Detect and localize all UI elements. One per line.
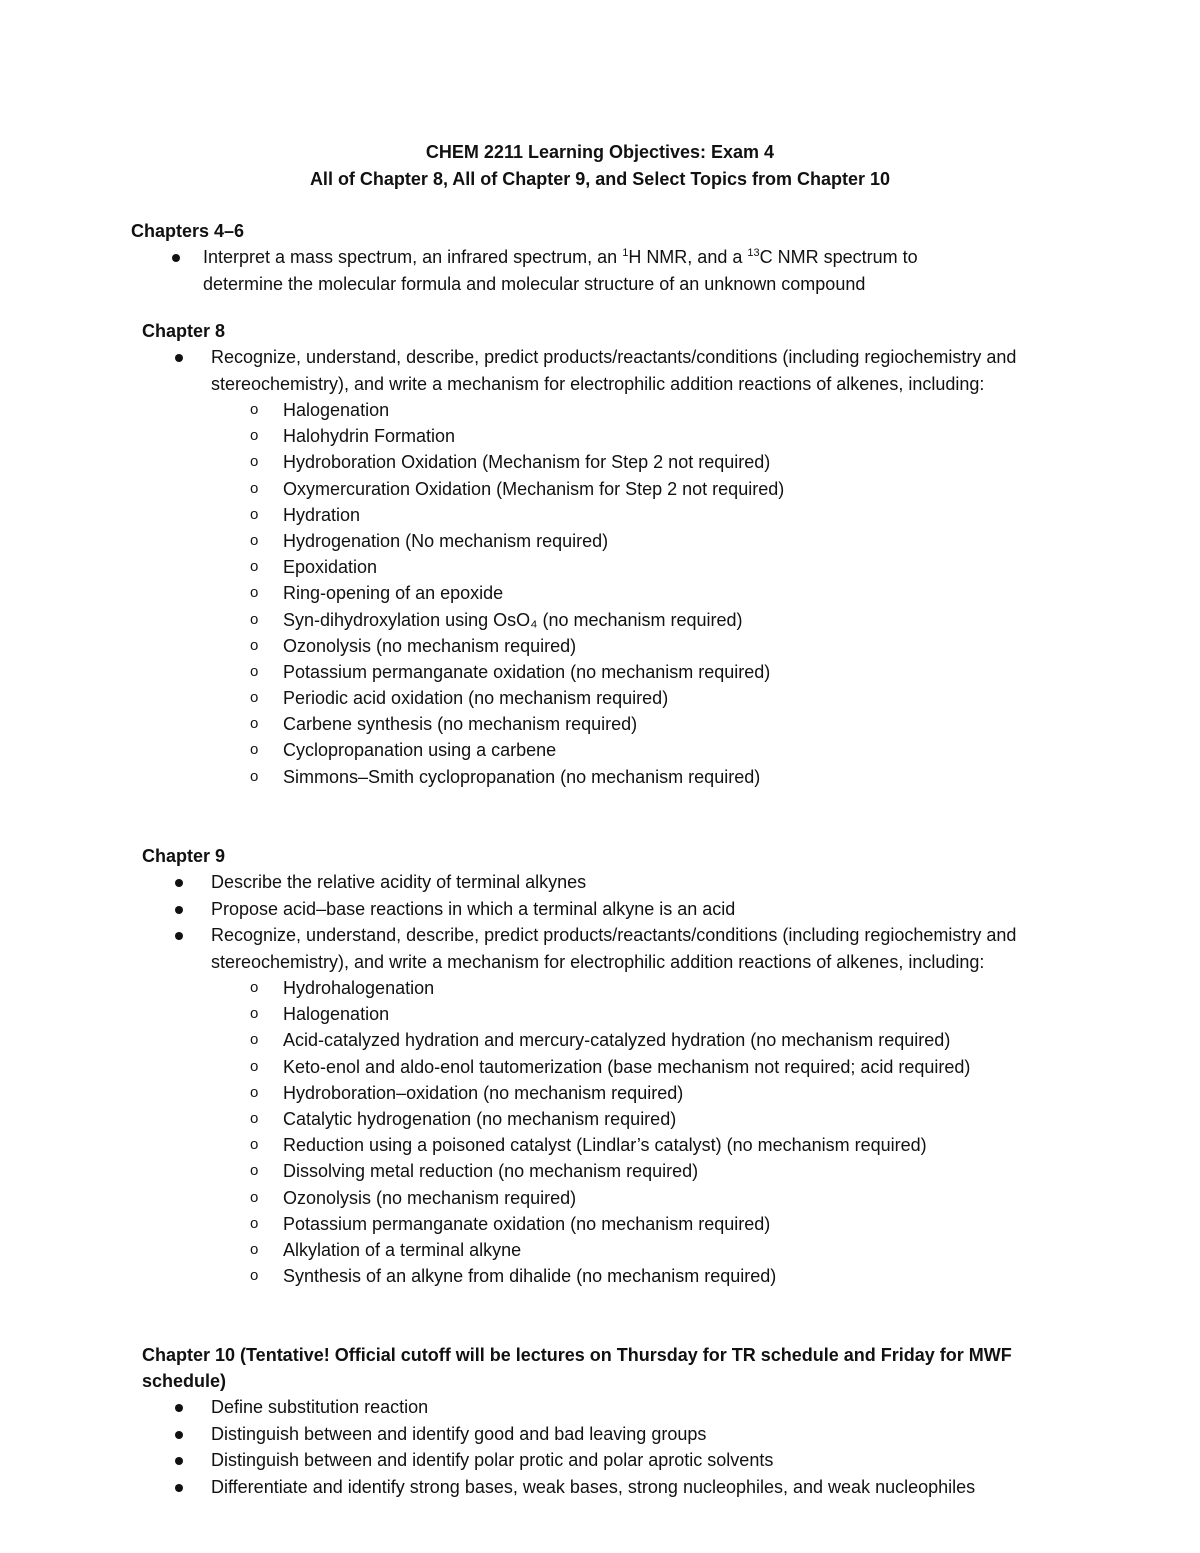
sub-list-item (0, 1237, 1200, 1263)
sub-bullet-icon: o (250, 1240, 259, 1258)
section-chapter-10 (0, 1342, 1200, 1500)
sub-list-item (0, 1158, 1200, 1184)
section-chapter-9 (0, 843, 1200, 1289)
bullet-icon (175, 1484, 183, 1492)
sub-list-item (0, 423, 1200, 449)
sub-bullet-icon: o (250, 531, 259, 549)
bullet-text: Recognize, understand, describe, predict products/reactants/conditions (including regiochemistry and stereochemistry), and write a mechanism for electrophilic addition reactions of alkenes, including: (211, 347, 1017, 394)
bullet-text: Recognize, understand, describe, predict products/reactants/conditions (including regiochemistry and stereochemistry), and write a mechanism for electrophilic addition reactions of alkenes, including: (211, 925, 1017, 972)
sub-bullet-icon: o (250, 1188, 259, 1206)
sub-list-item (0, 476, 1200, 502)
sub-list-item (0, 1106, 1200, 1132)
bullet-list (0, 244, 1200, 297)
bullet-icon (175, 879, 183, 887)
document-title: CHEM 2211 Learning Objectives: Exam 4 (425, 142, 775, 162)
sub-bullet-icon: o (250, 662, 259, 680)
sub-item-text: Carbene synthesis (no mechanism required) (283, 714, 638, 735)
section-chapter-8 (0, 318, 1200, 790)
bullet-icon (175, 354, 183, 362)
sub-bullet-icon: o (250, 1005, 259, 1023)
bullet-text: Differentiate and identify strong bases, weak bases, strong nucleophiles, and weak nucleophiles (211, 1476, 976, 1497)
bullet-list (0, 869, 1200, 975)
sub-item-text: Ozonolysis (no mechanism required) (283, 1187, 577, 1208)
list-item (0, 896, 1061, 923)
sub-bullet-icon: o (250, 741, 259, 759)
bullet-icon (175, 932, 183, 940)
sub-item-text: Synthesis of an alkyne from dihalide (no mechanism required) (283, 1266, 777, 1287)
list-item (0, 1421, 1111, 1448)
sub-list-item (0, 1080, 1200, 1106)
sub-list-item (0, 659, 1200, 685)
sub-bullet-icon: o (250, 1083, 259, 1101)
superscript: 13 (747, 247, 760, 259)
title-block (0, 139, 1200, 193)
sub-item-text: Syn-dihydroxylation using OsO₄ (no mechanism required) (283, 609, 743, 630)
sub-bullet-icon: o (250, 767, 259, 785)
sub-bullet-icon: o (250, 636, 259, 654)
sub-list-item (0, 1211, 1200, 1237)
sub-bullet-icon: o (250, 427, 259, 445)
sub-list-item (0, 580, 1200, 606)
sub-bullet-icon: o (250, 479, 259, 497)
sub-bullet-icon: o (250, 1162, 259, 1180)
sub-bullet-icon: o (250, 453, 259, 471)
sub-list-item (0, 554, 1200, 580)
sub-item-text: Simmons–Smith cyclopropanation (no mechanism required) (283, 766, 761, 787)
sub-list-item (0, 737, 1200, 763)
sub-bullet-icon: o (250, 689, 259, 707)
section-heading: Chapters 4–6 (131, 221, 245, 241)
sub-item-text: Epoxidation (283, 557, 378, 578)
text-run: C NMR spectrum to (759, 247, 918, 267)
sub-item-text: Hydrohalogenation (283, 978, 435, 998)
sub-item-text: Halohydrin Formation (283, 426, 456, 447)
superscript: 1 (622, 247, 629, 259)
sub-item-text: Reduction using a poisoned catalyst (Lindlar’s catalyst) (no mechanism required) (283, 1135, 927, 1156)
sub-item-text: Hydration (283, 504, 361, 525)
bullet-icon (175, 1457, 183, 1465)
sub-item-text: Hydroboration–oxidation (no mechanism required) (283, 1082, 684, 1103)
bullet-text-continued: determine the molecular formula and molecular structure of an unknown compound (203, 273, 866, 294)
sub-list-item (0, 607, 1200, 633)
sub-item-text: Potassium permanganate oxidation (no mechanism required) (283, 661, 771, 682)
sub-list-item (0, 1054, 1200, 1080)
bullet-text: Define substitution reaction (211, 1397, 429, 1417)
sub-item-text: Halogenation (283, 400, 390, 420)
sub-item-text: Alkylation of a terminal alkyne (283, 1239, 522, 1260)
sub-item-text: Periodic acid oxidation (no mechanism required) (283, 688, 669, 709)
sub-item-text: Dissolving metal reduction (no mechanism required) (283, 1161, 699, 1182)
bullet-list (0, 1394, 1200, 1500)
bullet-text: Distinguish between and identify good and bad leaving groups (211, 1423, 707, 1444)
text-run: H NMR, and a (628, 247, 748, 267)
list-item (0, 1394, 1111, 1421)
section-chapters-4-6 (0, 218, 1200, 297)
section-heading: Chapter 8 (142, 321, 226, 341)
list-item (0, 244, 1023, 297)
bullet-icon (172, 254, 180, 262)
sub-bullet-icon: o (250, 401, 259, 418)
sub-list-item (0, 397, 1200, 423)
sub-item-text: Potassium permanganate oxidation (no mechanism required) (283, 1213, 771, 1234)
sub-bullet-icon: o (250, 1109, 259, 1127)
bullet-text: Propose acid–base reactions in which a terminal alkyne is an acid (211, 898, 736, 919)
bullet-text: Describe the relative acidity of terminal alkynes (211, 872, 587, 892)
sub-bullet-icon: o (250, 1136, 259, 1154)
bullet-text (203, 244, 1023, 271)
bullet-list (0, 344, 1200, 397)
sub-item-text: Ring-opening of an epoxide (283, 583, 504, 604)
bullet-icon (175, 1431, 183, 1439)
sub-item-text: Cyclopropanation using a carbene (283, 740, 557, 761)
document-subtitle: All of Chapter 8, All of Chapter 9, and Select Topics from Chapter 10 (309, 169, 891, 189)
sub-bullet-icon: o (250, 1267, 259, 1285)
sub-list-item (0, 502, 1200, 528)
sub-list-item (0, 449, 1200, 475)
sub-bullet-icon: o (250, 1214, 259, 1232)
sub-item-text: Acid-catalyzed hydration and mercury-catalyzed hydration (no mechanism required) (283, 1030, 951, 1051)
sub-list-item (0, 711, 1200, 737)
sub-list-item (0, 1132, 1200, 1158)
sub-list-item (0, 1185, 1200, 1211)
bullet-icon (175, 1404, 183, 1412)
sub-list-item (0, 975, 1200, 1001)
sub-item-text: Hydroboration Oxidation (Mechanism for Step 2 not required) (283, 452, 771, 473)
list-item (0, 922, 1061, 975)
sub-list-item (0, 528, 1200, 554)
sub-item-text: Oxymercuration Oxidation (Mechanism for Step 2 not required) (283, 478, 785, 499)
list-item (0, 344, 1061, 397)
section-heading: Chapter 10 (Tentative! Official cutoff will be lectures on Thursday for TR schedule and Friday for MWF schedule) (142, 1345, 1012, 1391)
sub-item-text: Halogenation (283, 1004, 390, 1025)
sub-list-item (0, 764, 1200, 790)
list-item (0, 869, 1061, 896)
sub-item-text: Catalytic hydrogenation (no mechanism required) (283, 1108, 677, 1129)
section-heading: Chapter 9 (142, 846, 226, 866)
list-item (0, 1474, 1111, 1501)
sub-bullet-icon: o (250, 1031, 259, 1049)
bullet-icon (175, 906, 183, 914)
sub-item-list (0, 975, 1200, 1289)
sub-item-text: Keto-enol and aldo-enol tautomerization (base mechanism not required; acid required) (283, 1056, 971, 1077)
sub-list-item (0, 633, 1200, 659)
sub-item-text: Hydrogenation (No mechanism required) (283, 530, 609, 551)
bullet-text: Distinguish between and identify polar protic and polar aprotic solvents (211, 1450, 774, 1470)
sub-list-item (0, 1027, 1200, 1053)
text-run: Interpret a mass spectrum, an infrared spectrum, an (203, 247, 623, 267)
sub-bullet-icon: o (250, 610, 259, 628)
sub-bullet-icon: o (250, 505, 259, 523)
sub-bullet-icon: o (250, 584, 259, 602)
sub-bullet-icon: o (250, 979, 259, 996)
sub-list-item (0, 1001, 1200, 1027)
sub-bullet-icon: o (250, 558, 259, 576)
sub-item-list (0, 397, 1200, 790)
sub-bullet-icon: o (250, 1057, 259, 1075)
sub-list-item (0, 1263, 1200, 1289)
sub-bullet-icon: o (250, 715, 259, 733)
sub-list-item (0, 685, 1200, 711)
list-item (0, 1447, 1111, 1474)
sub-item-text: Ozonolysis (no mechanism required) (283, 635, 577, 656)
